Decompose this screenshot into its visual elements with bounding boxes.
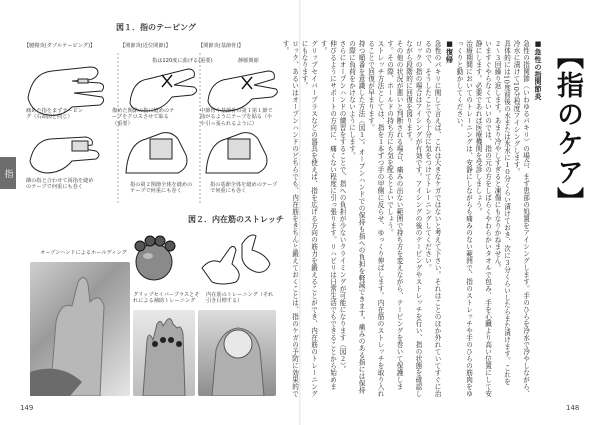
heading-return: ■復帰	[445, 40, 454, 64]
photo2-label: グリップセイバープラスとそれによる補助トレーニング	[133, 292, 200, 305]
title-text: 指のケア	[552, 71, 583, 187]
section-tab: 指	[0, 157, 16, 189]
body-col7: その他の状況が悪いと判断される場合、痛みの出ない範囲で持ち方を変えながら、テーピングを巻いて保護します。その際、ホールドの持ち方にも気を配るとよいでしょう。	[385, 40, 403, 390]
figure1-title: 図１．指のテーピング	[116, 23, 196, 32]
grip-ball-illustration	[126, 232, 184, 284]
body-col4: 治療期間においてのトレーニングは、安静にしながらも痛みのない範囲で、指のストレッチや手のひらの筋肉をゆっくりと動かしてください。	[455, 40, 473, 397]
photo3-label: 内在筋のトレーニング（それ引き目標する）	[206, 292, 274, 305]
body-col10: さらにオープンハンドの練習をすることで、指への負担が少ないクライミングが可能になります（図２）。	[338, 40, 346, 373]
fig1-c1-note1: 痛めた指をまずテーピング（右端図と同じ）	[26, 108, 84, 121]
body-col9: 持つ順番を意識した方法（図１）。オープンハンドでの保持も指への負担を軽減できます。痛みのある指には保持の際に負荷をかけないようにします。	[347, 40, 365, 394]
body-text-block	[281, 40, 542, 398]
chapter-title	[548, 42, 587, 216]
photo1-label: オープンハンドによるホールディング	[40, 250, 127, 256]
fig1-col1-label: 【腱鞘炎(ダブルテーピング)】	[24, 43, 96, 49]
title-open-bracket: 【	[552, 42, 583, 71]
photo-grip-saver	[133, 310, 195, 396]
fig1-c3-note-top: 静脈関節	[238, 58, 259, 64]
right-page-number: 148	[566, 404, 580, 412]
body-col11: 伸びるようにサポートの方向に、痛くない程度に引っ張ります。リハビリは日常生活でもできることから始めます。	[319, 40, 337, 390]
body-col6: ロックの指の場合はアイシングが有効です。アイシングの後のテーピングやストレッチを行い、指の状態を確認しながら段階的に回復を図ります。	[404, 40, 422, 397]
fig1-c2-note2: 指の第２関節全体を縫めのテープで何重にも巻く	[130, 182, 193, 195]
fig1-c3-note2: 指の基節全体を縫めのテープで何重にも巻く	[210, 182, 278, 195]
fig1-c2-note-top: 指は120度に曲げる(重要)	[152, 58, 213, 64]
photo-intrinsic-training	[198, 310, 276, 396]
body-col5: 急性のパキリに関して言えば、これは大きなケガではないと考えて下さい。それはことのほか外れていてすぐに治るので、そうしたことでも十分に気をつけてトレーニングしてください。	[423, 40, 441, 397]
heading-acute-joint: ■急性の指関節炎	[534, 40, 542, 101]
left-page-number: 149	[20, 404, 34, 412]
body-col1: 急性の指関節（いわゆるパキリ）の場合、まず患部の処置をアイシングします。手のひらを冷水で冷やしながら、冷水に漬けて10分程度アイシングします。	[512, 40, 530, 397]
body-col3: いますぐやらなくていいのでは、指の元の方をしばらくやわらかいタオルで包み、手を心臓より高い位置にして安静にします。必要であれば医療機関を受診しましょう。	[474, 40, 492, 397]
title-close-bracket: 】	[552, 187, 583, 216]
fig1-c1-note2: 隣の指と合わせて両指を縫めのテープで何重にも巻く	[26, 178, 94, 191]
fig1-c3-note1: 中節骨や基節骨の第１第１節で曲がるようにテープを貼る（やや引っ張られるように）	[200, 108, 273, 127]
body-col13: ロック、あるいはオープンハンドのどちらでも、内在筋をきちんと鍛えておくことは、指のケガの予防に効果的です。	[281, 40, 299, 397]
body-col2: 具体的には10度前後の水または氷水に１０分くらい漬けておき、次に３分くらいしたらまた漬けます。これを２〜３回繰り返します。あまり冷やしすぎると凍傷にもなりかねません。	[493, 40, 511, 386]
fig1-col2-label: 【関節炎(近位関節)】	[120, 43, 171, 49]
stretch-hand-illustration	[196, 228, 280, 288]
body-col8: ストレッチ方法としては、指を１本ずつ手の甲側に反らせ、ゆっくり伸ばします。内在筋のストレッチを取り入れることで回復が早まります。	[366, 40, 384, 397]
fig1-col3-label: 【関節炎(基節骨)】	[198, 43, 244, 49]
fig1-c2-note1: 傷めた関節の指に縫めのテープをクロスさせて貼る（重要）	[112, 108, 175, 127]
photo-open-hand-holding	[30, 262, 130, 396]
body-col12: グリップセイバープラスなどの器具を使えば、指を広げる方向の筋力を鍛えることができ、内在筋のトレーニングにもなります。	[300, 40, 318, 397]
figure2-title: 図２．内在筋のストレッチ	[188, 215, 284, 224]
